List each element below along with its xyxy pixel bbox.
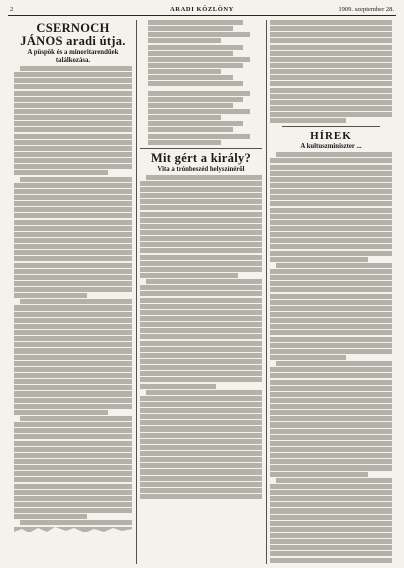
text-line [270,392,392,397]
text-line [14,97,132,102]
text-line [20,520,132,525]
text-line [270,94,392,99]
text-line [14,201,132,206]
text-line [270,447,392,452]
text-line [270,453,392,458]
torn-paper-area [14,532,132,568]
text-line [14,410,108,415]
text-line [140,181,262,186]
text-line [14,330,132,335]
text-line [270,330,392,335]
text-line [20,416,132,421]
text-line [270,490,392,495]
text-line [14,146,132,151]
text-line [14,103,132,108]
text-line [14,183,132,188]
text-line [14,342,132,347]
text-line [148,134,250,139]
text-line [146,279,262,284]
text-line [270,63,392,68]
masthead [8,4,396,16]
text-line [148,45,243,50]
article-headline: CSERNOCH JÁNOS aradi útja. [20,21,126,48]
text-line [14,484,132,489]
text-line [270,226,392,231]
text-line [270,106,392,111]
text-line [146,175,262,180]
text-line [148,81,243,86]
text-line [270,496,392,501]
text-line [140,463,262,468]
text-line [14,121,132,126]
text-line [14,508,132,513]
text-line [270,177,392,182]
text-line [14,361,132,366]
text-line [140,261,262,266]
text-line [270,337,392,342]
text-line [270,158,392,163]
text-line [14,220,132,225]
text-line [148,103,233,108]
text-line [14,373,132,378]
text-line [14,91,132,96]
text-line [140,488,262,493]
text-line [270,312,392,317]
text-line [270,69,392,74]
text-line [270,422,392,427]
text-line [140,341,262,346]
text-line [270,349,392,354]
text-line [270,269,392,274]
text-line [14,398,132,403]
text-line [148,97,243,102]
text-line [270,367,392,372]
text-line [148,32,250,37]
text-line [148,38,221,43]
text-line [14,78,132,83]
text-line [148,63,243,68]
text-line [140,316,262,321]
text-line [14,72,132,77]
text-line [270,275,392,280]
article-headline: Mit gért a király? [150,150,252,165]
text-line [14,305,132,310]
article-subheadline: A kultuszminiszter ... [300,143,362,151]
text-line [14,170,108,175]
text-line [140,402,262,407]
text-line [140,273,238,278]
text-line [14,275,132,280]
text-line [270,306,392,311]
text-line [140,377,262,382]
text-line [14,422,132,427]
text-line [14,336,132,341]
text-line [14,232,132,237]
text-line [14,164,132,169]
text-line [148,109,250,114]
text-line [14,269,132,274]
text-line [140,267,262,272]
text-line [14,434,132,439]
text-line [270,527,392,532]
text-line [270,208,392,213]
text-line [270,300,392,305]
text-line [140,322,262,327]
text-line [140,242,262,247]
text-line [20,177,132,182]
text-line [270,398,392,403]
text-line [14,226,132,231]
text-line [148,127,233,132]
text-line [270,281,392,286]
text-line [140,476,262,481]
text-line [140,328,262,333]
text-line [270,318,392,323]
text-line [148,75,233,80]
text-line [140,494,262,499]
text-line [140,371,262,376]
text-line [14,318,132,323]
text-line [140,193,262,198]
text-line [270,26,392,31]
text-line [270,404,392,409]
text-line [270,287,392,292]
text-line [140,310,262,315]
text-line [270,88,392,93]
text-line [270,183,392,188]
text-line [270,502,392,507]
text-line [140,359,262,364]
text-line [276,478,392,483]
text-line [270,373,392,378]
text-line [140,212,262,217]
text-line [140,469,262,474]
text-line [148,51,233,56]
text-line [148,115,221,120]
text-line [14,447,132,452]
text-line [14,496,132,501]
article-body [14,66,132,556]
text-line [14,134,132,139]
text-line [140,445,262,450]
text-line [148,69,221,74]
text-line [270,45,392,50]
text-line [270,100,392,105]
text-line [14,238,132,243]
text-line [140,408,262,413]
column-2 [140,20,262,564]
text-line [270,51,392,56]
text-line [148,26,233,31]
issue-date: 1909. szeptember 28. [338,6,394,13]
text-line [14,158,132,163]
text-line [140,218,262,223]
text-line [140,396,262,401]
text-line [270,118,346,123]
text-line [146,390,262,395]
text-line [270,201,392,206]
text-line [14,256,132,261]
text-line [140,457,262,462]
text-line [14,287,132,292]
text-line [270,343,392,348]
text-line [270,257,368,262]
column-3 [270,20,392,564]
column-1 [14,20,132,564]
article-body [270,20,392,123]
text-line [270,435,392,440]
text-line [20,66,132,71]
text-line [140,298,262,303]
text-line [140,347,262,352]
text-line [14,379,132,384]
text-line [14,490,132,495]
text-line [14,115,132,120]
text-line [14,293,87,298]
text-line [270,75,392,80]
text-line [270,355,346,360]
text-line [140,334,262,339]
text-line [140,353,262,358]
text-line [270,533,392,538]
text-line [270,465,392,470]
text-line [140,199,262,204]
text-line [14,189,132,194]
text-line [140,439,262,444]
section-divider [282,126,380,127]
text-line [270,551,392,556]
text-line [140,205,262,210]
text-line [270,410,392,415]
text-line [14,404,132,409]
text-line [14,250,132,255]
text-line [14,385,132,390]
text-line [14,441,132,446]
text-line [270,558,392,563]
text-line [140,285,262,290]
text-line [20,299,132,304]
text-line [270,57,392,62]
text-line [14,453,132,458]
text-line [140,414,262,419]
text-line [270,539,392,544]
text-line [14,367,132,372]
text-line [14,195,132,200]
text-line [148,121,243,126]
text-line [148,140,221,145]
text-line [140,384,216,389]
article-body [270,152,392,564]
article-divider [140,148,262,149]
text-line [270,220,392,225]
text-line [270,165,392,170]
text-line [14,391,132,396]
text-line [140,482,262,487]
text-line [14,207,132,212]
text-line [270,214,392,219]
article-body [140,175,262,499]
text-line [148,91,250,96]
text-line [270,508,392,513]
paper-title: ARADI KÖZLÖNY [170,6,234,13]
text-line [14,348,132,353]
text-line [140,291,262,296]
text-line [14,428,132,433]
text-line [14,127,132,132]
text-line [270,244,392,249]
text-line [270,521,392,526]
text-line [14,465,132,470]
text-line [276,152,392,157]
text-line [270,294,392,299]
text-line [14,324,132,329]
text-line [140,365,262,370]
text-line [270,20,392,25]
text-line [14,477,132,482]
text-line [140,187,262,192]
text-line [270,251,392,256]
text-line [140,433,262,438]
text-line [270,484,392,489]
text-line [14,140,132,145]
text-line [270,112,392,117]
text-line [270,238,392,243]
text-line [14,514,87,519]
text-line [14,109,132,114]
text-line [276,263,392,268]
text-line [140,255,262,260]
text-line [270,380,392,385]
text-line [14,263,132,268]
column-rule [266,20,267,564]
text-line [270,515,392,520]
text-line [276,361,392,366]
text-line [14,355,132,360]
text-line [14,502,132,507]
text-line [270,81,392,86]
poem-block [140,20,262,145]
text-line [270,189,392,194]
text-line [148,20,243,25]
text-line [140,304,262,309]
article-subheadline: A püspök és a minoritarendűek találkozása. [27,49,119,64]
text-line [270,32,392,37]
text-line [270,171,392,176]
text-line [270,459,392,464]
text-line [140,248,262,253]
text-line [14,312,132,317]
text-line [14,213,132,218]
text-line [14,281,132,286]
text-line [270,545,392,550]
text-line [14,84,132,89]
text-line [270,472,368,477]
text-line [270,386,392,391]
text-line [270,38,392,43]
text-line [14,471,132,476]
article-subheadline: Vita a trónbeszéd helyszínéről [157,165,245,173]
text-line [14,244,132,249]
column-rule [136,20,137,564]
text-line [140,420,262,425]
text-line [270,429,392,434]
text-line [140,230,262,235]
text-line [270,195,392,200]
text-line [14,459,132,464]
section-headline: HÍREK [310,130,352,143]
text-line [148,57,250,62]
text-line [140,426,262,431]
text-line [14,152,132,157]
text-line [270,441,392,446]
text-line [270,232,392,237]
text-line [270,324,392,329]
text-line [140,236,262,241]
text-line [270,416,392,421]
text-line [140,224,262,229]
page-number: 2 [10,6,14,13]
text-line [140,451,262,456]
